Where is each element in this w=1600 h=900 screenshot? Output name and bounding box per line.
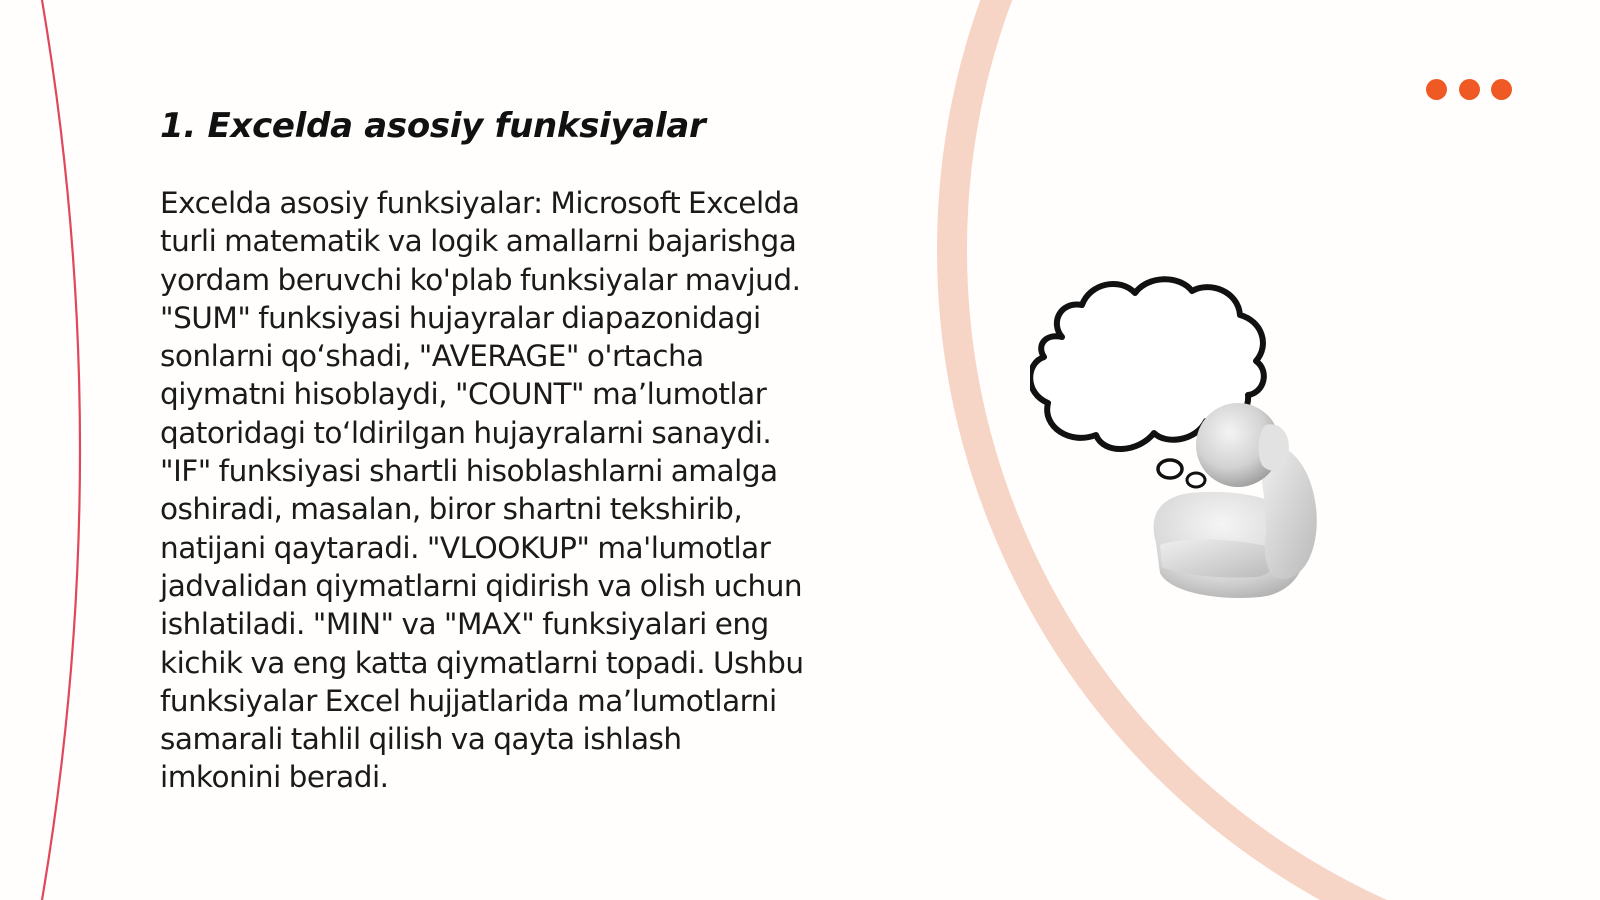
body-line: yordam beruvchi ko'plab funksiyalar mavjud. [160, 262, 801, 297]
body-line: "IF" funksiyasi shartli hisoblashlarni amalga [160, 454, 778, 489]
thought-bubble-small [1158, 460, 1182, 478]
decorative-dots [1426, 79, 1512, 101]
figure-arm [1160, 539, 1275, 577]
dot-icon [1426, 79, 1447, 100]
body-line: natijani qaytaradi. "VLOOKUP" ma'lumotlar [160, 530, 771, 565]
body-line: oshiradi, masalan, biror shartni tekshirib, [160, 492, 743, 527]
thought-bubble-tiny [1187, 473, 1205, 487]
body-line: "SUM" funksiyasi hujayralar diapazonidagi [160, 300, 761, 335]
body-line: samarali tahlil qilish va qayta ishlash [160, 722, 682, 757]
body-line: sonlarni qoʻshadi, "AVERAGE" o'rtacha [160, 339, 704, 374]
slide-title: 1. Excelda asosiy funksiyalar [160, 106, 706, 146]
body-line: Excelda asosiy funksiyalar: Microsoft Excelda [160, 186, 800, 220]
body-line: imkonini beradi. [160, 760, 389, 795]
thinking-person-with-thought-bubble-icon [1030, 275, 1350, 615]
body-line: turli matematik va logik amallarni bajarishga [160, 224, 797, 259]
body-line: ishlatiladi. "MIN" va "MAX" funksiyalari eng [160, 607, 769, 642]
body-line: funksiyalar Excel hujjatlarida maʼlumotlarni [160, 683, 777, 718]
left-arc-line [42, 0, 80, 900]
body-line: qiymatni hisoblaydi, "COUNT" maʼlumotlar [160, 377, 767, 412]
dot-icon [1491, 79, 1512, 100]
body-line: kichik va eng katta qiymatlarni topadi. Ushbu [160, 645, 804, 680]
dot-icon [1459, 79, 1480, 100]
body-line: jadvalidan qiymatlarni qidirish va olish uchun [160, 568, 803, 603]
slide-body-text [160, 184, 804, 797]
body-line: qatoridagi toʻldirilgan hujayralarni sanaydi. [160, 415, 772, 450]
